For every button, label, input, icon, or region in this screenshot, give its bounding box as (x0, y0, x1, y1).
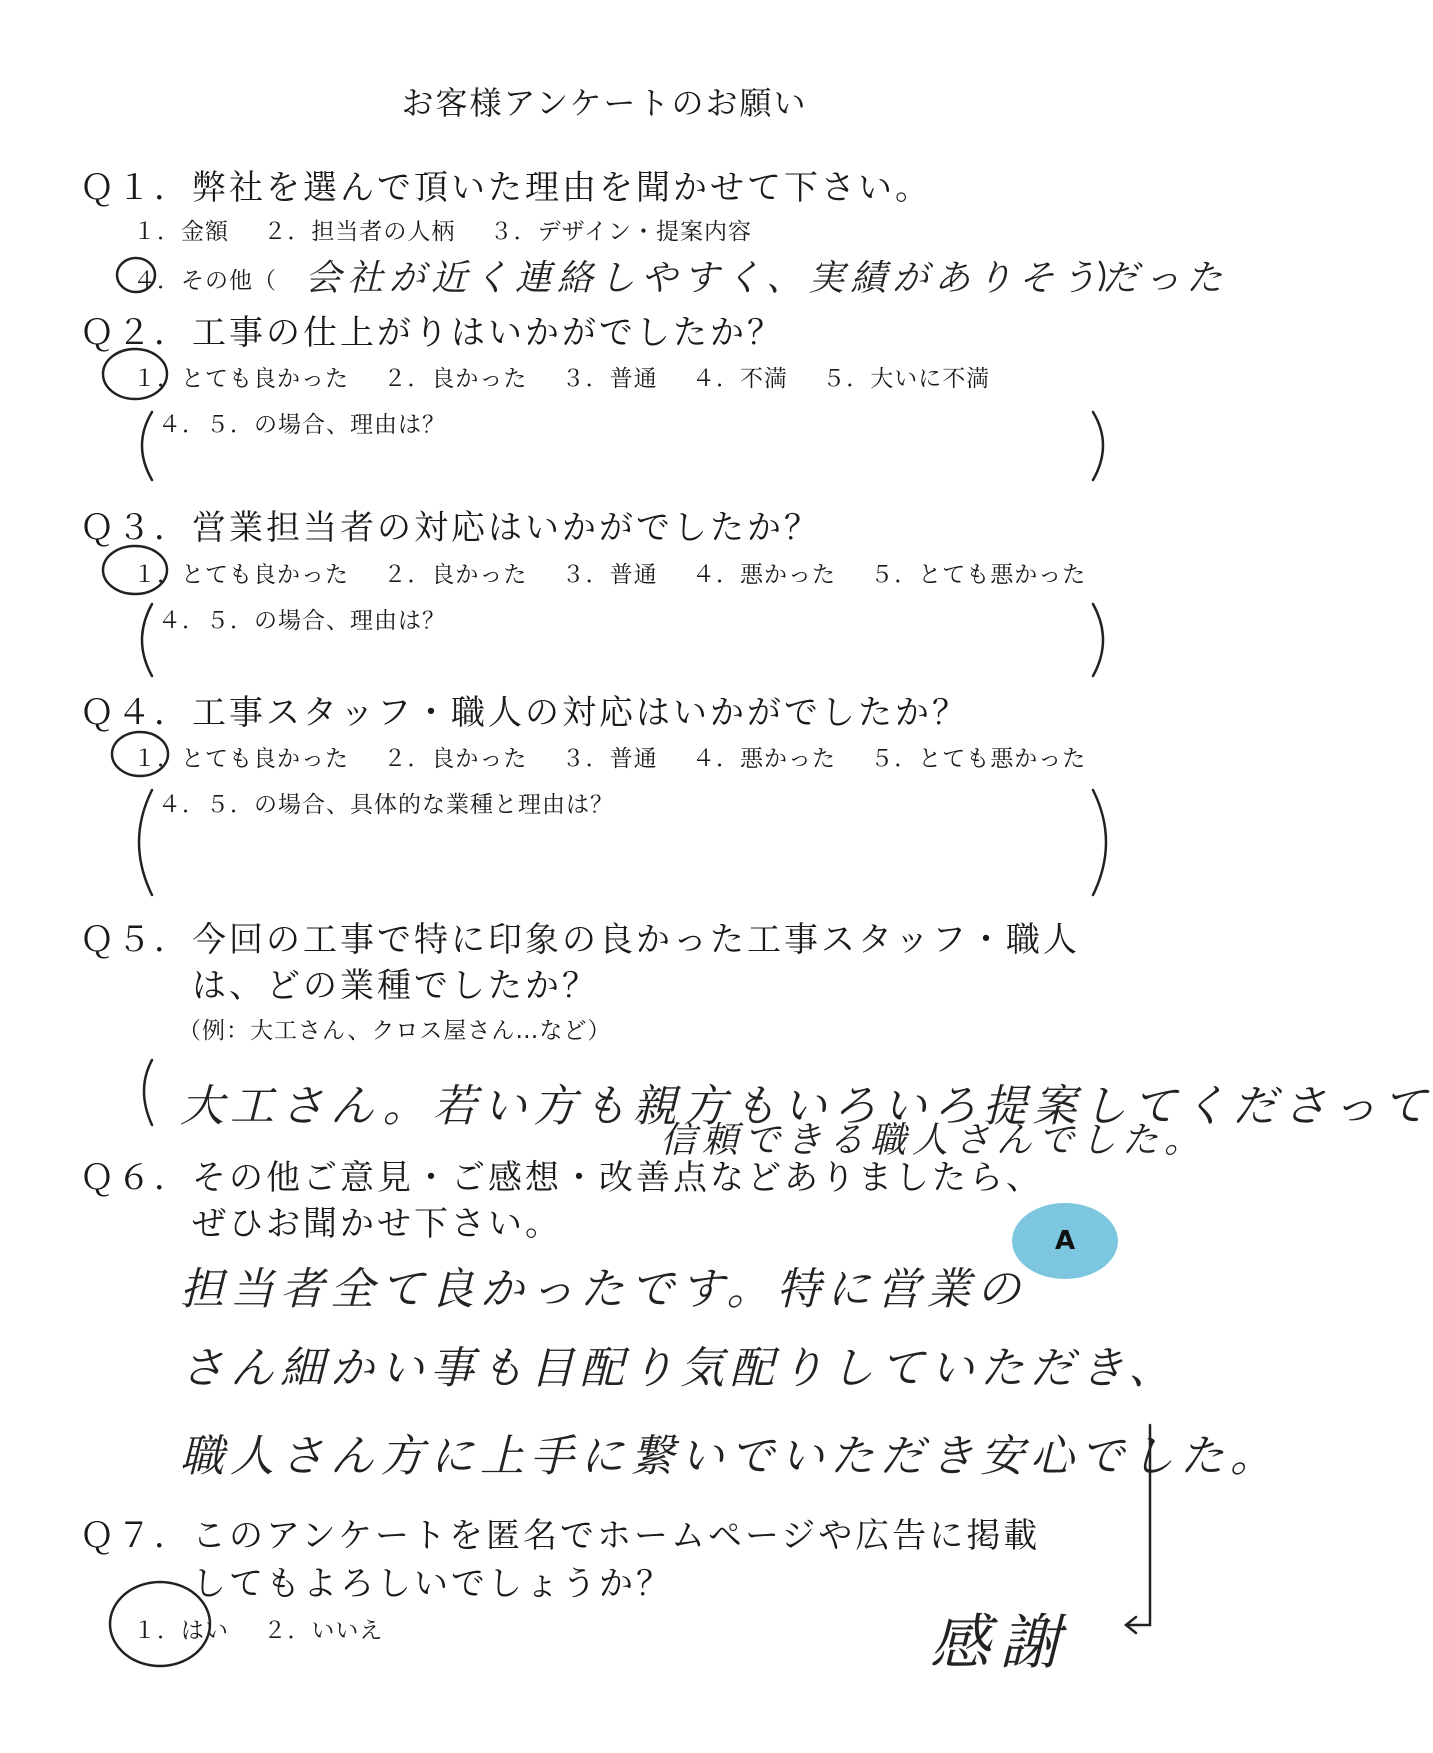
question-text: このアンケートを匿名でホームページや広告に掲載 (192, 1516, 1041, 1556)
question-text: 工事スタッフ・職人の対応はいかがでしたか？ (192, 693, 969, 733)
q3-reason-label: ４．５．の場合、理由は？ (158, 608, 446, 634)
q1-option-1[interactable]: １．金額 (133, 219, 229, 245)
q4-right-bracket (1093, 790, 1106, 895)
q1-option-3[interactable]: ３．デザイン・提案内容 (489, 219, 753, 245)
q2-reason-label: ４．５．の場合、理由は？ (158, 412, 446, 438)
question-7-line2: してもよろしいでしょうか？ (192, 1564, 673, 1604)
q1-other-label[interactable]: ４．その他（ (133, 268, 277, 294)
q2-left-bracket (142, 412, 152, 480)
q2-option-5[interactable]: ５．大いに不満 (822, 366, 991, 392)
question-text: その他ご意見・ご感想・改善点などありましたら、 (192, 1158, 1043, 1198)
question-number: Ｑ３． (80, 508, 191, 548)
thanks-handwritten: 感謝 (930, 1608, 1070, 1678)
q2-option-1[interactable]: １．とても良かった (133, 366, 349, 392)
q4-left-bracket (139, 790, 152, 895)
redaction-badge: A (1012, 1203, 1118, 1279)
q3-left-bracket (142, 604, 152, 676)
question-5-line2: は、どの業種でしたか？ (192, 966, 599, 1006)
q7-option-1[interactable]: １．はい (133, 1618, 229, 1644)
q3-option-5[interactable]: ５．とても悪かった (870, 562, 1087, 588)
question-number: Ｑ６． (80, 1158, 191, 1198)
question-number: Ｑ１． (80, 168, 191, 208)
q6-handwritten-answer-line1: 担当者全て良かったです。特に営業の (180, 1264, 1027, 1315)
q4-option-5[interactable]: ５．とても悪かった (870, 746, 1087, 772)
q3-option-3[interactable]: ３．普通 (561, 562, 658, 588)
question-number: Ｑ５． (80, 920, 191, 960)
question-number: Ｑ７． (80, 1516, 191, 1556)
q6-handwritten-answer-line2: さん細かい事も目配り気配りしていただき、 (180, 1343, 1179, 1394)
q4-option-3[interactable]: ３．普通 (561, 746, 658, 772)
q3-right-bracket (1093, 604, 1103, 676)
q5-handwritten-answer-line2: 信頼できる職人さんでした。 (660, 1120, 1207, 1161)
q4-option-2[interactable]: ２．良かった (383, 746, 528, 772)
q7-selection-circle (110, 1582, 210, 1666)
q5-example: （例：大工さん、クロス屋さん…など） (178, 1018, 612, 1044)
q5-handwritten-answer-line1: 大工さん。若い方も親方もいろいろ提案してくださって (180, 1081, 1433, 1132)
q1-handwritten-answer: 会社が近く連絡しやすく、実績がありそうだった (305, 258, 1229, 299)
q6-handwritten-answer-line3: 職人さん方に上手に繋いでいただき安心でした。 (180, 1431, 1280, 1482)
q2-option-4[interactable]: ４．不満 (691, 366, 788, 392)
q4-reason-label: ４．５．の場合、具体的な業種と理由は？ (158, 792, 614, 818)
q5-left-bracket (144, 1060, 152, 1125)
question-text: 今回の工事で特に印象の良かった工事スタッフ・職人 (192, 920, 1080, 960)
question-text: 営業担当者の対応はいかがでしたか？ (192, 508, 821, 548)
q4-option-1[interactable]: １．とても良かった (133, 746, 349, 772)
q1-right-bracket (1100, 262, 1104, 290)
question-number: Ｑ４． (80, 693, 191, 733)
q2-option-2[interactable]: ２．良かった (383, 366, 528, 392)
q7-option-2[interactable]: ２．いいえ (263, 1618, 384, 1644)
q4-option-4[interactable]: ４．悪かった (691, 746, 836, 772)
arrow-line (1128, 1425, 1150, 1625)
q3-option-1[interactable]: １．とても良かった (133, 562, 349, 588)
q1-selection-circle (117, 258, 155, 292)
question-number: Ｑ２． (80, 313, 191, 353)
page-title: お客様アンケートのお願い (401, 84, 808, 122)
q2-option-3[interactable]: ３．普通 (561, 366, 658, 392)
q3-selection-circle (103, 546, 167, 594)
question-text: 工事の仕上がりはいかがでしたか？ (192, 313, 784, 353)
q2-selection-circle (103, 349, 167, 399)
q1-option-2[interactable]: ２．担当者の人柄 (263, 219, 456, 245)
q3-option-2[interactable]: ２．良かった (383, 562, 528, 588)
q4-selection-circle (112, 732, 168, 776)
question-6-line2: ぜひお聞かせ下さい。 (192, 1204, 562, 1244)
q3-option-4[interactable]: ４．悪かった (691, 562, 836, 588)
question-text: 弊社を選んで頂いた理由を聞かせて下さい。 (192, 168, 932, 208)
q2-right-bracket (1093, 412, 1103, 480)
